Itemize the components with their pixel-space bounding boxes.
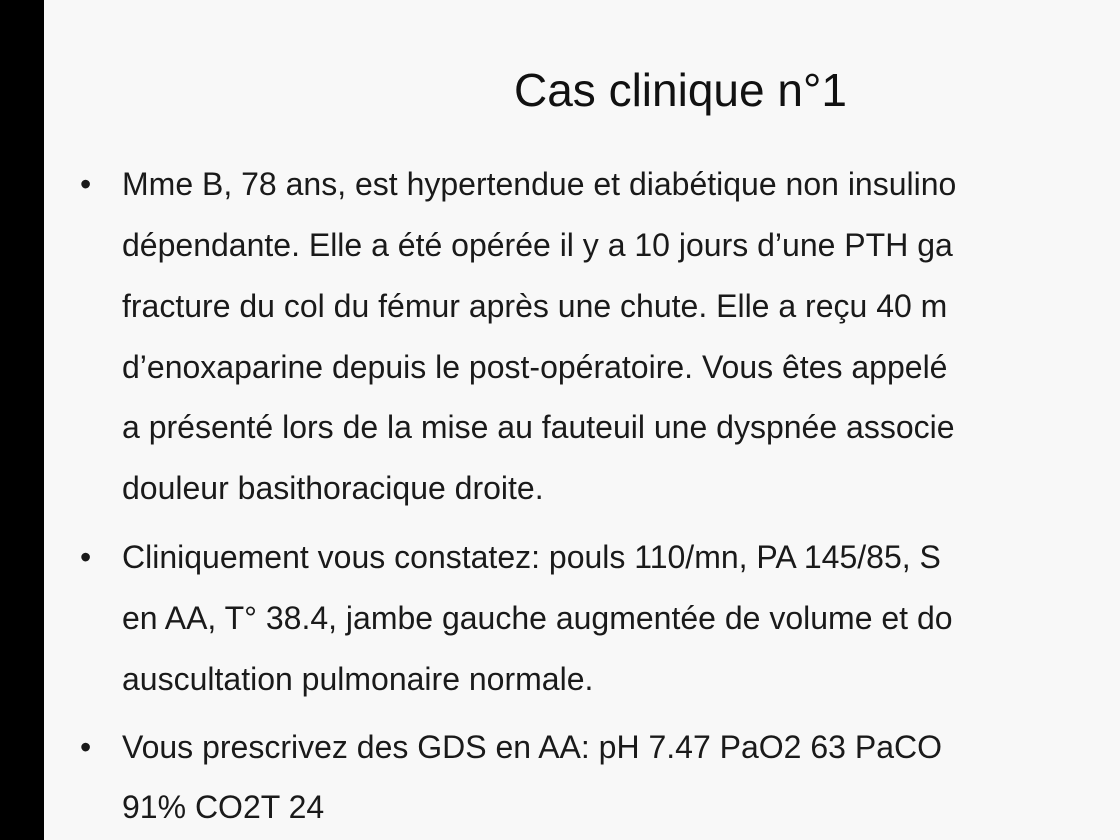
left-black-border (0, 0, 44, 840)
bullet-1-line-4: d’enoxaparine depuis le post-opératoire. Vous êtes appelé (122, 349, 948, 385)
bullet-1-line-3: fracture du col du fémur après une chute. Elle a reçu 40 m (122, 288, 948, 324)
bullet-2-line-1: Cliniquement vous constatez: pouls 110/mn, PA 145/85, S (122, 539, 941, 575)
presentation-slide (44, 0, 1120, 840)
bullet-marker: • (80, 729, 92, 765)
bullet-1-line-2: dépendante. Elle a été opérée il y a 10 jours d’une PTH ga (122, 227, 953, 263)
bullet-2-line-2: en AA, T° 38.4, jambe gauche augmentée de volume et do (122, 600, 953, 636)
bullet-1-line-1: Mme B, 78 ans, est hypertendue et diabétique non insulino (122, 166, 957, 202)
slide-title: Cas clinique n°1 (514, 64, 847, 116)
bullet-3-line-1: Vous prescrivez des GDS en AA: pH 7.47 PaO2 63 PaCO (122, 729, 942, 765)
bullet-1-line-6: douleur basithoracique droite. (122, 470, 544, 506)
bullet-1-line-5: a présenté lors de la mise au fauteuil une dyspnée associe (122, 409, 955, 445)
bullet-3-line-2: 91% CO2T 24 (122, 789, 325, 825)
bullet-marker: • (80, 166, 92, 202)
bullet-marker: • (80, 539, 92, 575)
bullet-2-line-3: auscultation pulmonaire normale. (122, 661, 594, 697)
